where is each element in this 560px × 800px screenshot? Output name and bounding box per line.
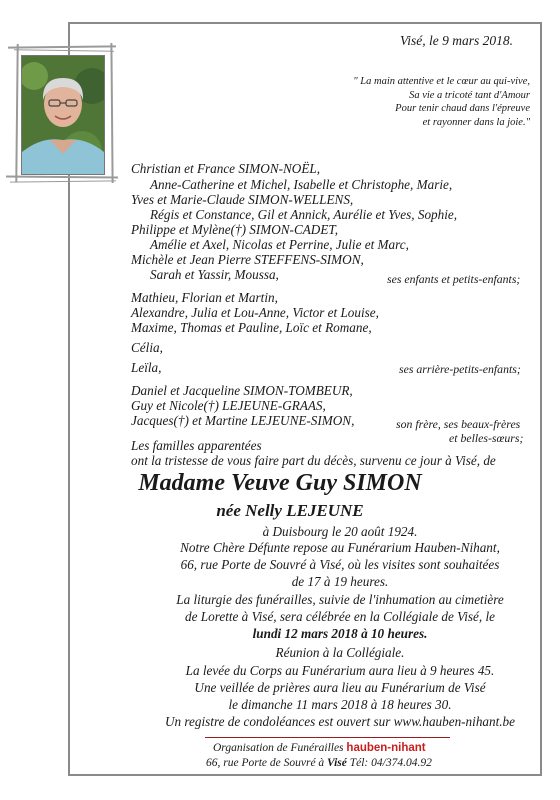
family-line: Alexandre, Julia et Lou-Anne, Victor et Louise, bbox=[131, 305, 379, 320]
deceased-name: Madame Veuve Guy SIMON bbox=[138, 470, 422, 496]
poem-line: " La main attentive et le cœur au qui-vive, bbox=[353, 76, 530, 87]
family-line: Mathieu, Florian et Martin, bbox=[131, 290, 278, 305]
detail-line: le dimanche 11 mars 2018 à 18 heures 30. bbox=[228, 697, 452, 712]
family-line: Amélie et Axel, Nicolas et Perrine, Julie et Marc, bbox=[150, 237, 409, 252]
detail-line: de 17 à 19 heures. bbox=[291, 574, 389, 589]
portrait-frame bbox=[6, 46, 116, 186]
family-line: Michèle et Jean Pierre STEFFENS-SIMON, bbox=[131, 252, 364, 267]
portrait-image bbox=[22, 56, 104, 174]
detail-line: 66, rue Porte de Souvré à Visé, où les visites sont souhaitées bbox=[180, 557, 500, 572]
family-line: Jacques(†) et Martine LEJEUNE-SIMON, bbox=[131, 413, 355, 428]
address-street: 66, rue Porte de Souvré à bbox=[206, 757, 325, 769]
family-line: Sarah et Yassir, Moussa, bbox=[150, 267, 279, 282]
family-line: Yves et Marie-Claude SIMON-WELLENS, bbox=[131, 192, 354, 207]
family-line: Christian et France SIMON-NOËL, bbox=[131, 161, 321, 176]
footer-divider bbox=[205, 737, 450, 738]
announcement-line: ont la tristesse de vous faire part du décès, survenu ce jour à Visé, de bbox=[131, 453, 496, 468]
relationship-label: ses enfants et petits-enfants; bbox=[387, 272, 521, 286]
notice-date: Visé, le 9 mars 2018. bbox=[400, 33, 513, 48]
poem-line: et rayonner dans la joie." bbox=[422, 116, 530, 128]
family-line: Maxime, Thomas et Pauline, Loïc et Romane, bbox=[131, 320, 372, 335]
poem-line: Sa vie a tricoté tant d'Amour bbox=[409, 89, 530, 101]
detail-line: Notre Chère Défunte repose au Funérarium Hauben-Nihant, bbox=[180, 540, 500, 555]
address-town: Visé bbox=[327, 757, 347, 769]
deceased-maiden-name: née Nelly LEJEUNE bbox=[216, 501, 364, 520]
family-line: Guy et Nicole(†) LEJEUNE-GRAAS, bbox=[131, 398, 326, 413]
poem-line: Pour tenir chaud dans l'épreuve bbox=[395, 103, 530, 114]
family-line: Les familles apparentées bbox=[131, 438, 262, 453]
family-line: Daniel et Jacqueline SIMON-TOMBEUR, bbox=[131, 383, 353, 398]
address-phone: Tél: 04/374.04.92 bbox=[349, 757, 432, 769]
brand-logo: hauben-nihant bbox=[346, 742, 426, 754]
portrait-photo bbox=[21, 55, 105, 175]
family-line: Anne-Catherine et Michel, Isabelle et Christophe, Marie, bbox=[150, 177, 453, 192]
relationship-label: ses arrière-petits-enfants; bbox=[399, 362, 521, 376]
relationship-label: son frère, ses beaux-frères bbox=[396, 417, 521, 431]
detail-line: à Duisbourg le 20 août 1924. bbox=[262, 524, 418, 539]
detail-line: Une veillée de prières aura lieu au Funérarium de Visé bbox=[194, 680, 486, 695]
footer-organisation bbox=[213, 742, 426, 754]
footer-address bbox=[206, 757, 432, 769]
relationship-label: et belles-sœurs; bbox=[449, 431, 524, 445]
family-line: Régis et Constance, Gil et Annick, Aurélie et Yves, Sophie, bbox=[150, 207, 458, 222]
detail-line: de Lorette à Visé, sera célébrée en la Collégiale de Visé, le bbox=[185, 609, 495, 624]
detail-line: La levée du Corps au Funérarium aura lieu à 9 heures 45. bbox=[185, 663, 495, 678]
family-line: Philippe et Mylène(†) SIMON-CADET, bbox=[131, 222, 339, 237]
detail-line: Réunion à la Collégiale. bbox=[275, 645, 405, 660]
family-line: Célia, bbox=[131, 340, 163, 355]
detail-line: La liturgie des funérailles, suivie de l'inhumation au cimetière bbox=[176, 592, 504, 607]
organisation-label: Organisation de Funérailles bbox=[213, 742, 344, 754]
condolence-line: Un registre de condoléances est ouvert sur www.hauben-nihant.be bbox=[164, 714, 516, 729]
poem bbox=[353, 75, 530, 129]
ceremony-datetime: lundi 12 mars 2018 à 10 heures. bbox=[252, 626, 428, 641]
family-line: Leïla, bbox=[131, 360, 162, 375]
